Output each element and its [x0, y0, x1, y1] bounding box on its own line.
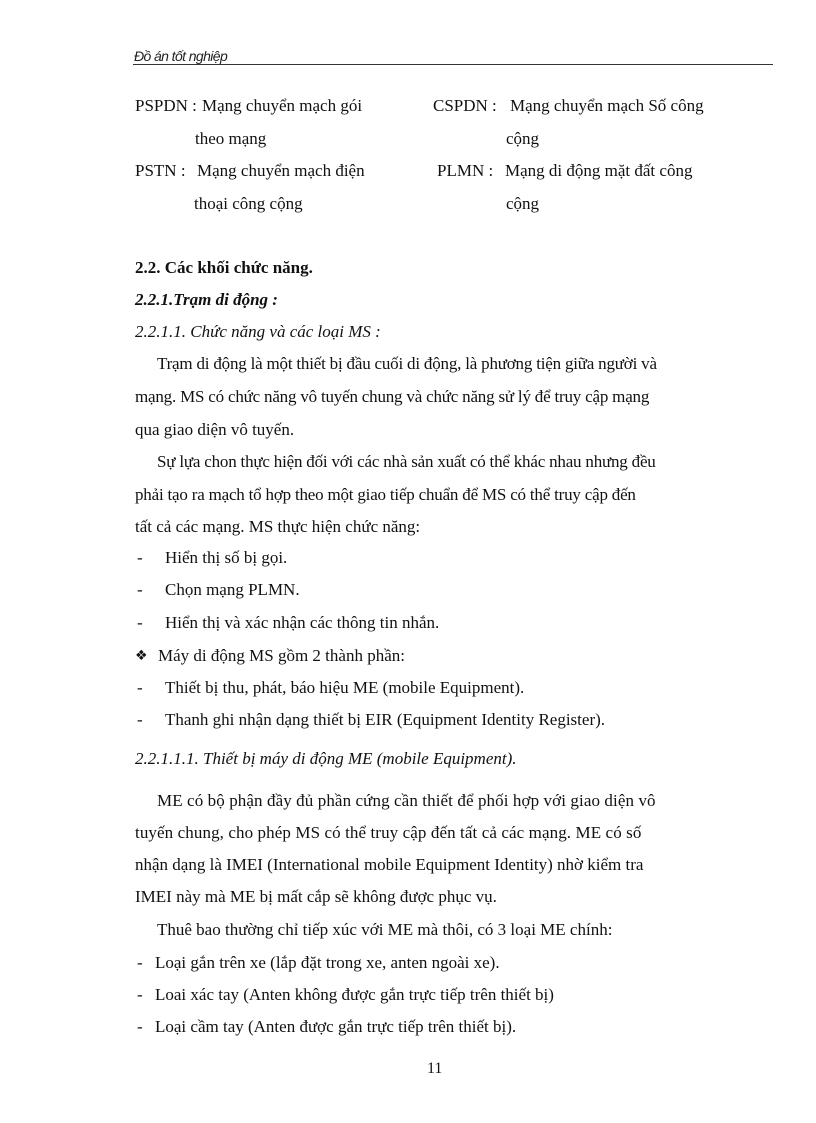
paragraph-line: mạng. MS có chức năng vô tuyến chung và chức năng sử lý để truy cập mạng	[135, 387, 650, 406]
paragraph-line: ME có bộ phận đầy đủ phần cứng cần thiết để phối hợp với giao diện vô	[157, 791, 656, 810]
paragraph-line: Sự lựa chon thực hiện đối với các nhà sản xuất có thể khác nhau nhưng đều	[157, 452, 656, 471]
glossary-desc-cspdn-2: cộng	[506, 129, 540, 148]
glossary-abbr-plmn: PLMN :	[437, 161, 494, 180]
list-item: Loai xác tay (Anten không được gắn trực tiếp trên thiết bị)	[155, 985, 554, 1004]
glossary-desc-pstn-2: thoại công cộng	[194, 194, 303, 213]
paragraph-line: tuyến chung, cho phép MS có thể truy cập đến tất cả các mạng. ME có số	[135, 823, 642, 842]
paragraph-line: phải tạo ra mạch tổ hợp theo một giao tiếp chuẩn để MS có thể truy cập đến	[135, 485, 636, 504]
list-dash: -	[137, 548, 143, 567]
list-dash: -	[137, 613, 143, 632]
header-title: Đồ án tốt nghiệp	[134, 48, 228, 64]
glossary-desc-plmn-1: Mạng di động mặt đất công	[505, 161, 693, 180]
diamond-bullet-icon: ❖	[135, 648, 148, 664]
section-heading: 2.2. Các khối chức năng.	[135, 258, 313, 277]
paragraph-line: nhận dạng là IMEI (International mobile Equipment Identity) nhờ kiểm tra	[135, 855, 644, 874]
paragraph-line: qua giao diện vô tuyến.	[135, 420, 295, 439]
glossary-desc-cspdn-1: Mạng chuyển mạch Số công	[510, 96, 704, 115]
list-item: Loại cầm tay (Anten được gắn trực tiếp trên thiết bị).	[155, 1017, 517, 1036]
list-dash: -	[137, 953, 143, 972]
paragraph-line: Trạm di động là một thiết bị đầu cuối di động, là phương tiện giữa người và	[157, 354, 657, 373]
list-dash: -	[137, 985, 143, 1004]
subsubsection-heading: 2.2.1.1. Chức năng và các loại MS :	[135, 322, 381, 341]
list-item: Thanh ghi nhận dạng thiết bị EIR (Equipment Identity Register).	[165, 710, 606, 729]
page-number: 11	[427, 1060, 443, 1077]
glossary-desc-plmn-2: cộng	[506, 194, 540, 213]
list-item: Loại gắn trên xe (lắp đặt trong xe, anten ngoài xe).	[155, 953, 500, 972]
subsection-heading: 2.2.1.Trạm di động :	[135, 290, 278, 309]
paragraph-line: tất cả các mạng. MS thực hiện chức năng:	[135, 517, 421, 536]
me-heading: 2.2.1.1.1. Thiết bị máy di động ME (mobile Equipment).	[135, 749, 517, 768]
glossary-abbr-pstn: PSTN :	[135, 161, 186, 180]
paragraph-line: IMEI này mà ME bị mất cắp sẽ không được phục vụ.	[135, 887, 497, 906]
glossary-desc-pspdn-1: Mạng chuyển mạch gói	[202, 96, 363, 115]
glossary-desc-pstn-1: Mạng chuyển mạch điện	[197, 161, 365, 180]
list-item: Máy di động MS gồm 2 thành phần:	[158, 646, 405, 665]
page-header	[133, 48, 773, 65]
list-item: Thiết bị thu, phát, báo hiệu ME (mobile Equipment).	[165, 678, 525, 697]
list-dash: -	[137, 678, 143, 697]
glossary-desc-pspdn-2: theo mạng	[195, 129, 267, 148]
glossary-abbr-pspdn: PSPDN :	[135, 96, 197, 115]
paragraph-line: Thuê bao thường chỉ tiếp xúc với ME mà thôi, có 3 loại ME chính:	[157, 920, 613, 939]
list-dash: -	[137, 1017, 143, 1036]
list-item: Hiển thị số bị gọi.	[165, 548, 288, 567]
list-item: Hiển thị và xác nhận các thông tin nhắn.	[165, 613, 440, 632]
list-dash: -	[137, 580, 143, 599]
glossary-abbr-cspdn: CSPDN :	[433, 96, 497, 115]
list-item: Chọn mạng PLMN.	[165, 580, 300, 599]
list-dash: -	[137, 710, 143, 729]
